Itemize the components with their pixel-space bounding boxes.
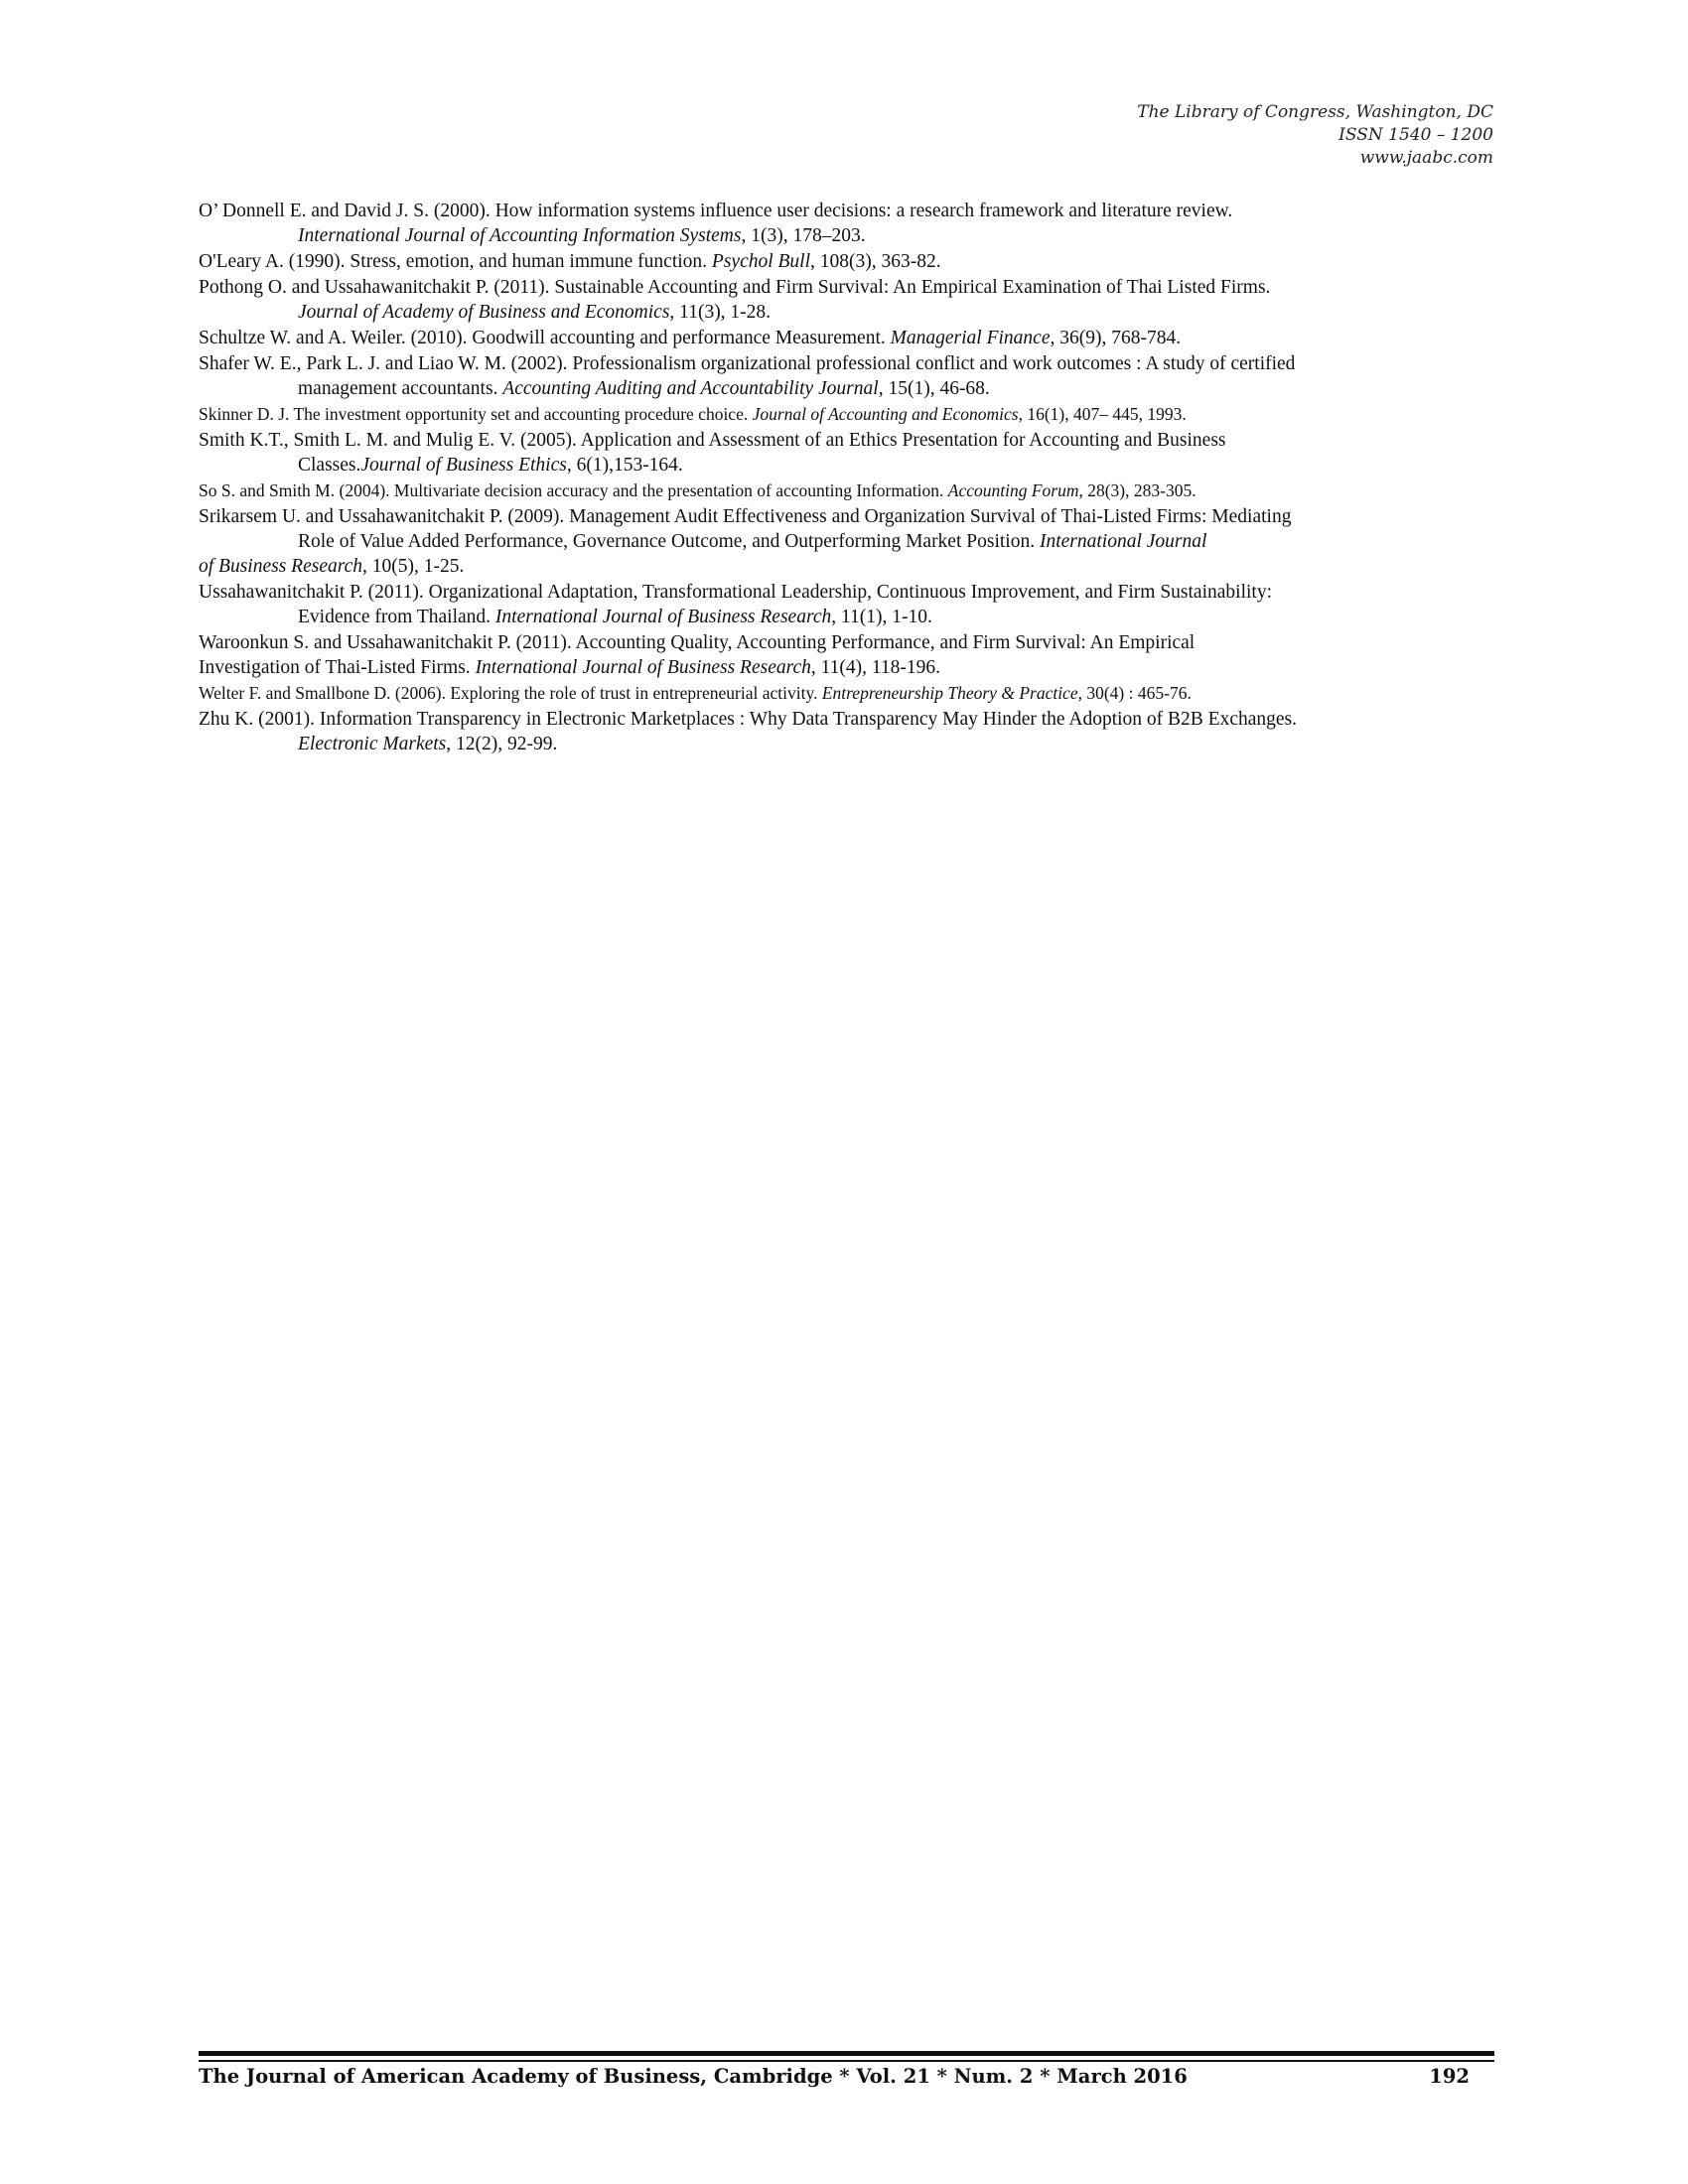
reference-journal: Journal of Business Ethics bbox=[360, 455, 567, 476]
reference-entry bbox=[199, 402, 1499, 427]
reference-details: , 16(1), 407– 445, 1993. bbox=[1018, 404, 1187, 424]
reference-details: , 11(1), 1-10. bbox=[831, 607, 932, 627]
reference-line bbox=[199, 732, 1499, 756]
page-number: 192 bbox=[1429, 2065, 1470, 2088]
reference-journal: International Journal of Business Research bbox=[475, 657, 811, 678]
reference-entry bbox=[199, 707, 1499, 756]
reference-entry bbox=[199, 275, 1499, 325]
reference-journal: Journal of Academy of Business and Economics bbox=[298, 302, 670, 323]
reference-entry bbox=[199, 428, 1499, 478]
reference-journal: Entrepreneurship Theory & Practice bbox=[821, 683, 1078, 703]
reference-journal: Psychol Bull bbox=[711, 251, 811, 272]
header-library-line: The Library of Congress, Washington, DC bbox=[1137, 102, 1493, 122]
reference-details: , 108(3), 363-82. bbox=[810, 251, 941, 272]
footer-thick-rule bbox=[199, 2051, 1494, 2056]
reference-line: Srikarsem U. and Ussahawanitchakit P. (2009). Management Audit Effectiveness and Organization Survival of Thai-Listed Firms: Mediating bbox=[199, 506, 1292, 527]
reference-entry bbox=[199, 326, 1499, 350]
reference-line: Zhu K. (2001). Information Transparency in Electronic Marketplaces : Why Data Transparency May Hinder the Adoption of B2B Exchanges. bbox=[199, 709, 1298, 730]
reference-journal: International Journal bbox=[1039, 531, 1207, 552]
reference-journal: International Journal of Accounting Information Systems bbox=[298, 225, 742, 246]
reference-line: Shafer W. E., Park L. J. and Liao W. M. (2002). Professionalism organizational professional conflict and work outcomes : A study of certified bbox=[199, 353, 1296, 374]
reference-details: , 11(3), 1-28. bbox=[669, 302, 772, 323]
reference-line: Ussahawanitchakit P. (2011). Organizational Adaptation, Transformational Leadership, Continuous Improvement, and Firm Sustainability: bbox=[199, 582, 1273, 603]
header-website-line: www.jaabc.com bbox=[1359, 148, 1493, 168]
reference-entry bbox=[199, 630, 1499, 680]
reference-text: Role of Value Added Performance, Governance Outcome, and Outperforming Market Position. bbox=[298, 531, 1040, 552]
reference-journal: Accounting Auditing and Accountability Journal bbox=[502, 378, 879, 399]
reference-entry bbox=[199, 580, 1499, 629]
reference-line bbox=[199, 223, 1499, 248]
reference-entry bbox=[199, 681, 1499, 706]
reference-line bbox=[199, 478, 1499, 503]
reference-line bbox=[199, 529, 1499, 554]
reference-details: , 15(1), 46-68. bbox=[878, 378, 990, 399]
reference-entry bbox=[199, 351, 1499, 401]
reference-details: , 11(4), 118-196. bbox=[810, 657, 941, 678]
reference-line bbox=[199, 453, 1499, 478]
reference-line bbox=[199, 249, 1499, 274]
reference-text: Schultze W. and A. Weiler. (2010). Goodwill accounting and performance Measurement. bbox=[199, 328, 891, 348]
reference-line bbox=[199, 681, 1499, 706]
header-issn-line: ISSN 1540 – 1200 bbox=[1338, 125, 1493, 145]
reference-journal: Electronic Markets bbox=[298, 734, 447, 754]
reference-entry bbox=[199, 199, 1499, 248]
reference-details: , 28(3), 283-305. bbox=[1078, 480, 1196, 500]
reference-line bbox=[199, 402, 1499, 427]
reference-line bbox=[199, 326, 1499, 350]
reference-journal: International Journal of Business Research bbox=[494, 607, 832, 627]
reference-entry bbox=[199, 249, 1499, 274]
reference-entry bbox=[199, 504, 1499, 579]
reference-line: Pothong O. and Ussahawanitchakit P. (2011). Sustainable Accounting and Firm Survival: An Empirical Examination of Thai Listed Firms. bbox=[199, 277, 1271, 298]
reference-details: , 6(1),153-164. bbox=[566, 455, 683, 476]
reference-text: Classes. bbox=[298, 455, 361, 476]
reference-journal: of Business Research bbox=[199, 556, 362, 577]
reference-journal: Journal of Accounting and Economics bbox=[752, 404, 1019, 424]
reference-details: , 36(9), 768-784. bbox=[1050, 328, 1182, 348]
reference-details: , 10(5), 1-25. bbox=[362, 556, 465, 577]
reference-text: Welter F. and Smallbone D. (2006). Exploring the role of trust in entrepreneurial activity. bbox=[199, 683, 822, 703]
page-header bbox=[1137, 101, 1493, 170]
reference-text: O'Leary A. (1990). Stress, emotion, and human immune function. bbox=[199, 251, 712, 272]
reference-details: , 12(2), 92-99. bbox=[446, 734, 558, 754]
reference-line: O’ Donnell E. and David J. S. (2000). How information systems influence user decisions: a research framework and literature review. bbox=[199, 201, 1233, 221]
reference-line bbox=[199, 300, 1499, 325]
reference-line bbox=[199, 605, 1499, 629]
reference-details: , 1(3), 178–203. bbox=[741, 225, 866, 246]
reference-journal: Managerial Finance bbox=[890, 328, 1051, 348]
reference-line bbox=[199, 554, 1499, 579]
reference-line: Waroonkun S. and Ussahawanitchakit P. (2011). Accounting Quality, Accounting Performance, and Firm Survival: An Empirical bbox=[199, 632, 1196, 653]
reference-text: Investigation of Thai-Listed Firms. bbox=[199, 657, 476, 678]
footer-journal-info: The Journal of American Academy of Business, Cambridge * Vol. 21 * Num. 2 * March 2016 bbox=[199, 2065, 1188, 2088]
reference-text: Skinner D. J. The investment opportunity set and accounting procedure choice. bbox=[199, 404, 753, 424]
reference-text: So S. and Smith M. (2004). Multivariate decision accuracy and the presentation of accounting Information. bbox=[199, 480, 948, 500]
reference-text: Evidence from Thailand. bbox=[298, 607, 495, 627]
reference-line: Smith K.T., Smith L. M. and Mulig E. V. (2005). Application and Assessment of an Ethics Presentation for Accounting and Business bbox=[199, 430, 1226, 451]
reference-line bbox=[199, 376, 1499, 401]
reference-text: management accountants. bbox=[298, 378, 503, 399]
reference-entry bbox=[199, 478, 1499, 503]
reference-list bbox=[199, 199, 1499, 757]
reference-journal: Accounting Forum bbox=[947, 480, 1079, 500]
reference-details: , 30(4) : 465-76. bbox=[1077, 683, 1192, 703]
footer-thin-rule bbox=[199, 2060, 1494, 2062]
reference-line bbox=[199, 655, 1499, 680]
